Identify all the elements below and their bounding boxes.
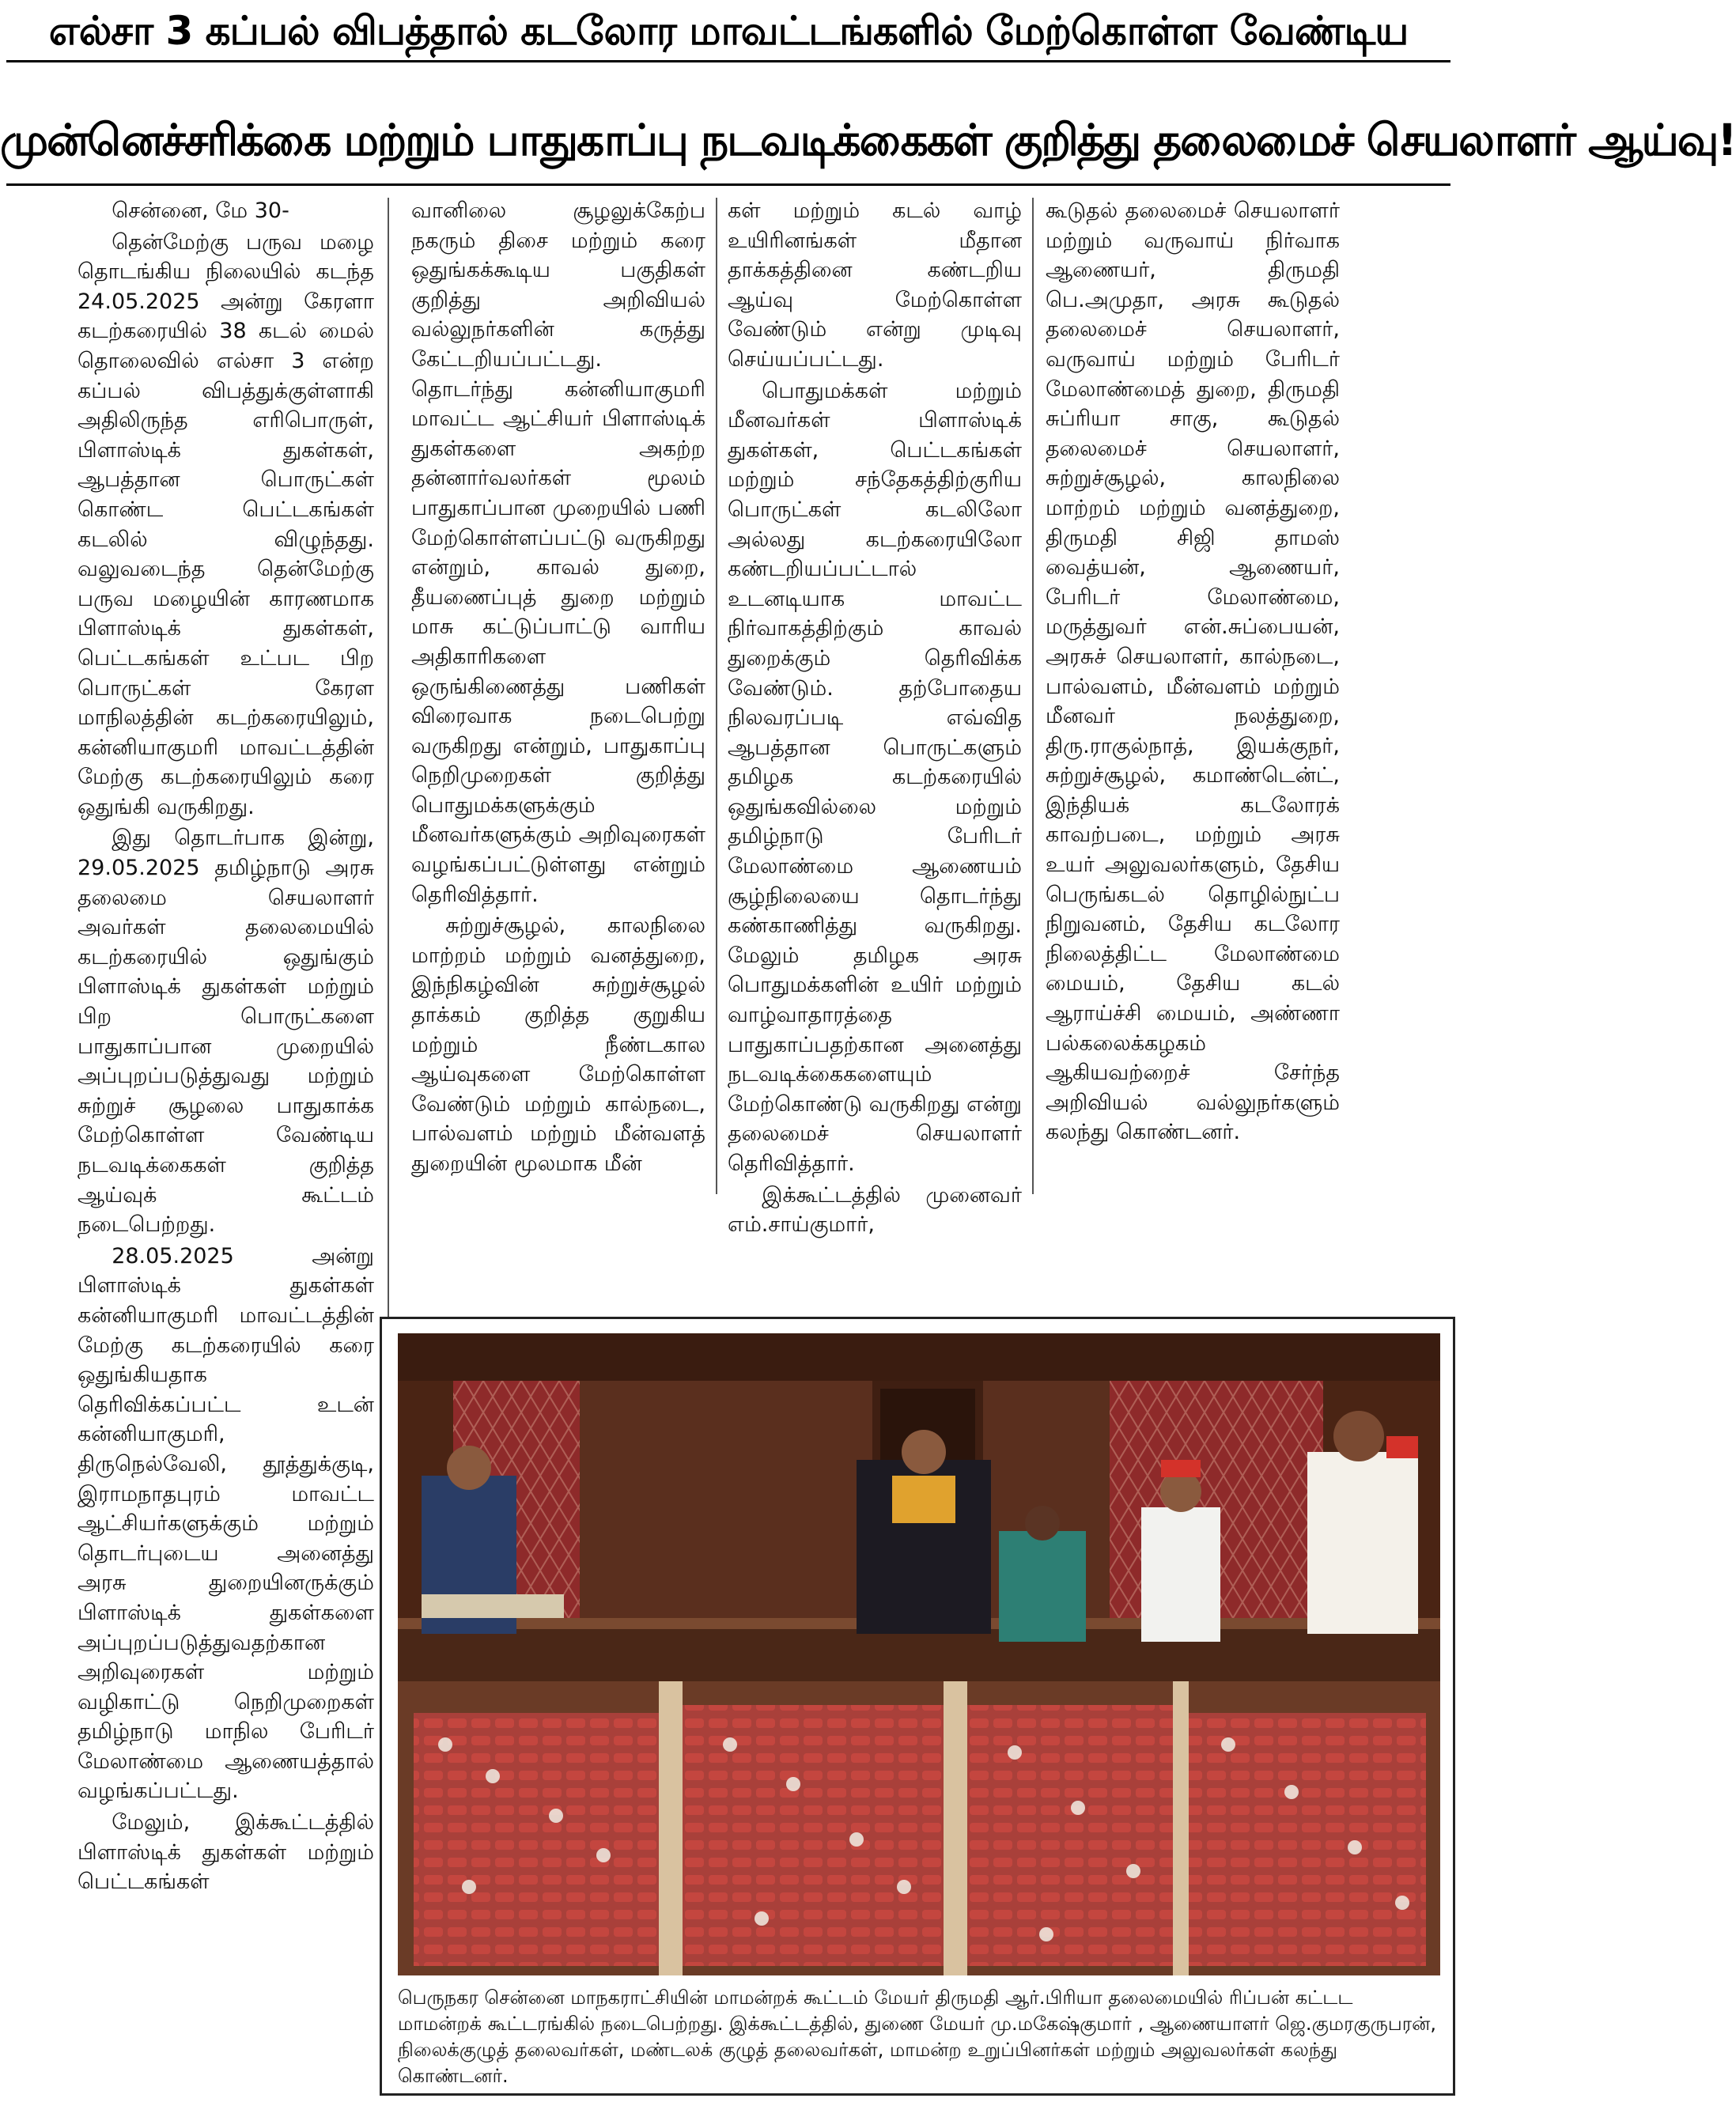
article-paragraph: கள் மற்றும் கடல் வாழ் உயிரினங்கள் மீதான தாக்கத்தினை கண்டறிய ஆய்வு மேற்கொள்ள வேண்டும் என்று முடிவு செய்யப்பட்டது. bbox=[728, 198, 1022, 372]
article-paragraph: மேலும், இக்கூட்டத்தில் பிளாஸ்டிக் துகள்கள் மற்றும் பெட்டகங்கள் bbox=[78, 1810, 374, 1895]
council-meeting-photo bbox=[398, 1333, 1440, 1975]
article-paragraph: 28.05.2025 அன்று பிளாஸ்டிக் துகள்கள் கன்னியாகுமரி மாவட்டத்தின் மேற்கு கடற்கரையில் கரை ஒதுங்கியதாக தெரிவிக்கப்பட்ட உடன் கன்னியாகுமரி, திருநெல்வேலி, தூத்துக்குடி, இராமநாதபுரம் மாவட்ட ஆட்சியர்களுக்கும் மற்றும் தொடர்புடைய அனைத்து அரசு துறையினருக்கும் பிளாஸ்டிக் துகள்களை அப்புறப்படுத்துவதற்கான அறிவுரைகள் மற்றும் வழிகாட்டு நெறிமுறைகள் தமிழ்நாடு மாநில பேரிடர் மேலாண்மை ஆணையத்தால் வழங்கப்பட்டது. bbox=[78, 1243, 374, 1804]
photo-caption: பெருநகர சென்னை மாநகராட்சியின் மாமன்றக் கூட்டம் மேயர் திருமதி ஆர்.பிரியா தலைமையில் ரிப்பன் கட்டட மாமன்றக் கூட்டரங்கில் நடைபெற்றது. இக்கூட்டத்தில், துணை மேயர் மு.மகேஷ்குமார் , ஆணையாளர் ஜெ.குமரகுருபரன், நிலைக்குழுத் தலைவர்கள், மண்டலக் குழுத் தலைவர்கள், மாமன்ற உறுப்பினர்கள் மற்றும் அலுவலர்கள் கலந்து கொண்டனர். bbox=[398, 1987, 1437, 2087]
headline-rule-bottom bbox=[6, 183, 1450, 186]
column-divider bbox=[716, 198, 717, 1194]
headline-line-1: எல்சா 3 கப்பல் விபத்தால் கடலோர மாவட்டங்களில் மேற்கொள்ள வேண்டிய bbox=[48, 8, 1409, 54]
photo-frame bbox=[380, 1317, 1455, 2096]
article-column-1 bbox=[78, 196, 374, 2090]
article-paragraph: தென்மேற்கு பருவ மழை தொடங்கிய நிலையில் கடந்த 24.05.2025 அன்று கேரளா கடற்கரையில் 38 கடல் மைல் தொலைவில் எல்சா 3 என்ற கப்பல் விபத்துக்குள்ளாகி அதிலிருந்த எரிபொருள், பிளாஸ்டிக் துகள்கள், ஆபத்தான பொருட்கள் கொண்ட பெட்டகங்கள் கடலில் விழுந்தது. வலுவடைந்த தென்மேற்கு பருவ மழையின் காரணமாக பிளாஸ்டிக் துகள்கள், பெட்டகங்கள் உட்பட பிற பொருட்கள் கேரள மாநிலத்தின் கடற்கரையிலும், கன்னியாகுமரி மாவட்டத்தின் மேற்கு கடற்கரையிலும் கரை ஒதுங்கி வருகிறது. bbox=[78, 229, 374, 819]
article-column-4 bbox=[1046, 196, 1340, 1193]
council-meeting-photo-illustration bbox=[398, 1333, 1440, 1975]
article-paragraph: பொதுமக்கள் மற்றும் மீனவர்கள் பிளாஸ்டிக் துகள்கள், பெட்டகங்கள் மற்றும் சந்தேகத்திற்குரிய பொருட்கள் கடலிலோ அல்லது கடற்கரையிலோ கண்டறியப்பட்டால் உடனடியாக மாவட்ட நிர்வாகத்திற்கும் காவல் துறைக்கும் தெரிவிக்க வேண்டும். தற்போதைய நிலவரப்படி எவ்வித ஆபத்தான பொருட்களும் தமிழக கடற்கரையில் ஒதுங்கவில்லை மற்றும் தமிழ்நாடு பேரிடர் மேலாண்மை ஆணையம் சூழ்நிலையை தொடர்ந்து கண்காணித்து வருகிறது. மேலும் தமிழக அரசு பொதுமக்களின் உயிர் மற்றும் வாழ்வாதாரத்தை பாதுகாப்பதற்கான அனைத்து நடவடிக்கைகளையும் மேற்கொண்டு வருகிறது என்று தலைமைச் செயலாளர் தெரிவித்தார். bbox=[728, 378, 1022, 1176]
dateline: சென்னை, மே 30- bbox=[112, 198, 289, 223]
article-paragraph: கூடுதல் தலைமைச் செயலாளர் மற்றும் வருவாய் நிர்வாக ஆணையர், திருமதி பெ.அமுதா, அரசு கூடுதல் தலைமைச் செயலாளர், வருவாய் மற்றும் பேரிடர் மேலாண்மைத் துறை, திருமதி சுப்ரியா சாகு, கூடுதல் தலைமைச் செயலாளர், சுற்றுச்சூழல், காலநிலை மாற்றம் மற்றும் வனத்துறை, திருமதி சிஜி தாமஸ் வைத்யன், ஆணையர், பேரிடர் மேலாண்மை, மருத்துவர் என்.சுப்பையன், அரசுச் செயலாளர், கால்நடை, பால்வளம், மீன்வளம் மற்றும் மீனவர் நலத்துறை, திரு.ராகுல்நாத், இயக்குநர், சுற்றுச்சூழல், கமாண்டென்ட், இந்தியக் கடலோரக் காவற்படை, மற்றும் அரசு உயர் அலுவலர்களும், தேசிய பெருங்கடல் தொழில்நுட்ப நிறுவனம், தேசிய கடலோர நிலைத்திட்ட மேலாண்மை மையம், தேசிய கடல் ஆராய்ச்சி மையம், அண்ணா பல்கலைக்கழகம் ஆகியவற்றைச் சேர்ந்த அறிவியல் வல்லுநர்களும் கலந்து கொண்டனர். bbox=[1046, 198, 1340, 1145]
headline-rule bbox=[6, 60, 1450, 62]
article-column-3 bbox=[728, 196, 1022, 1238]
article-column-2 bbox=[411, 196, 705, 1193]
article-paragraph: வானிலை சூழலுக்கேற்ப நகரும் திசை மற்றும் கரை ஒதுங்கக்கூடிய பகுதிகள் குறித்து அறிவியல் வல்லுநர்களின் கருத்து கேட்டறியப்பட்டது. தொடர்ந்து கன்னியாகுமரி மாவட்ட ஆட்சியர் பிளாஸ்டிக் துகள்களை அகற்ற தன்னார்வலர்கள் மூலம் பாதுகாப்பான முறையில் பணி மேற்கொள்ளப்பட்டு வருகிறது என்றும், காவல் துறை, தீயணைப்புத் துறை மற்றும் மாசு கட்டுப்பாட்டு வாரிய அதிகாரிகளை ஒருங்கிணைத்து பணிகள் விரைவாக நடைபெற்று வருகிறது என்றும், பாதுகாப்பு நெறிமுறைகள் குறித்து பொதுமக்களுக்கும் மீனவர்களுக்கும் அறிவுரைகள் வழங்கப்பட்டுள்ளது என்றும் தெரிவித்தார். bbox=[411, 198, 705, 907]
column-divider bbox=[1032, 198, 1034, 1194]
article-paragraph: இது தொடர்பாக இன்று, 29.05.2025 தமிழ்நாடு அரசு தலைமை செயலாளர் அவர்கள் தலைமையில் கடற்கரையில் ஒதுங்கும் பிளாஸ்டிக் துகள்கள் மற்றும் பிற பொருட்களை பாதுகாப்பான முறையில் அப்புறப்படுத்துவது மற்றும் சுற்றுச் சூழலை பாதுகாக்க மேற்கொள்ள வேண்டிய நடவடிக்கைகள் குறித்த ஆய்வுக் கூட்டம் நடைபெற்றது. bbox=[78, 826, 374, 1238]
article-paragraph: சுற்றுச்சூழல், காலநிலை மாற்றம் மற்றும் வனத்துறை, இந்நிகழ்வின் சுற்றுச்சூழல் தாக்கம் குறித்த குறுகிய மற்றும் நீண்டகால ஆய்வுகளை மேற்கொள்ள வேண்டும் மற்றும் கால்நடை, பால்வளம் மற்றும் மீன்வளத் துறையின் மூலமாக மீன் bbox=[411, 913, 705, 1176]
headline-line-2: முன்னெச்சரிக்கை மற்றும் பாதுகாப்பு நடவடிக்கைகள் குறித்து தலைமைச் செயலாளர் ஆய்வு! bbox=[0, 115, 1736, 165]
article-paragraph: இக்கூட்டத்தில் முனைவர் எம்.சாய்குமார், bbox=[728, 1182, 1022, 1238]
